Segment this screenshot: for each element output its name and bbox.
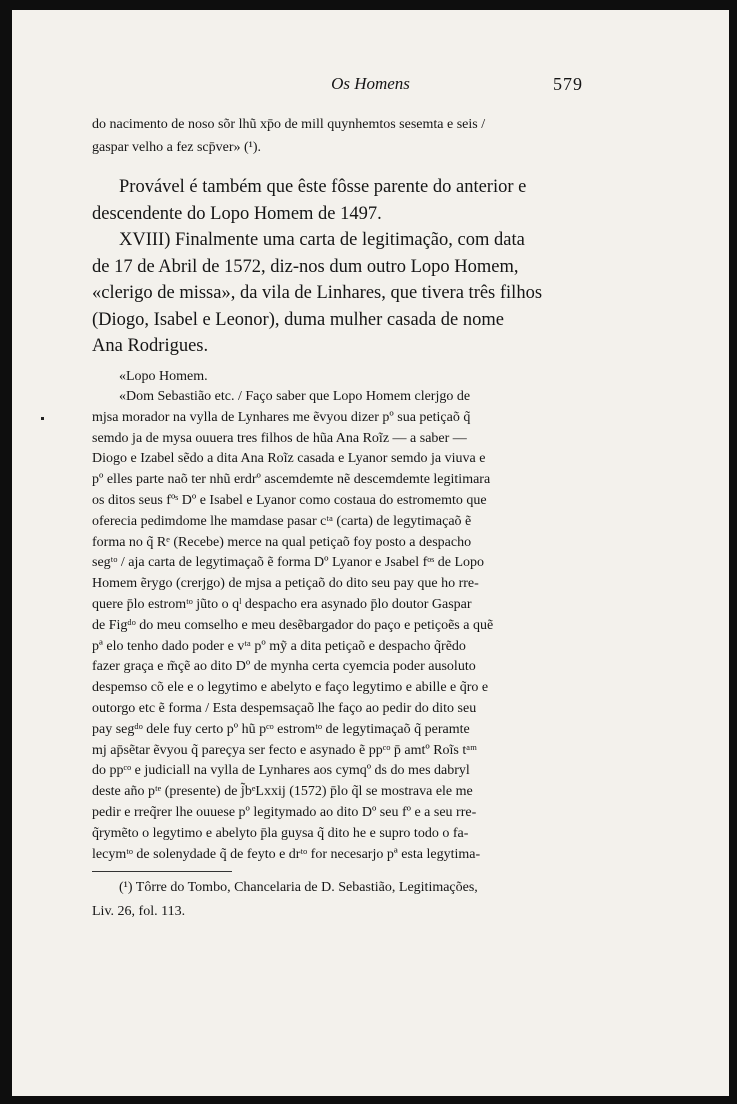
document-line: de Figᵈᵒ do meu comselho e meu desẽbargador do paço e petiçoẽs a quẽ	[92, 617, 494, 633]
document-line: «Dom Sebastião etc. / Faço saber que Lopo Homem clerjgo de	[119, 389, 471, 404]
document-text	[92, 387, 589, 865]
paragraph-line: Provável é também que êste fôsse parente do anterior e	[119, 177, 527, 197]
footnote-line: (¹) Tôrre do Tombo, Chancelaria de D. Sebastião, Legitimações,	[119, 880, 478, 895]
paragraph-line: descendente do Lopo Homem de 1497.	[92, 203, 382, 224]
document-line: pedir e rreq̃rer lhe ouuese pº legitymado ao dito Dº seu fº e a seu rre-	[92, 804, 477, 820]
page-header	[12, 74, 729, 100]
document-heading: «Lopo Homem.	[119, 369, 208, 384]
paragraph-line: «clerigo de missa», da vila de Linhares, que tivera três filhos	[92, 283, 543, 304]
margin-speck	[41, 417, 44, 420]
book-page	[12, 10, 729, 1096]
document-transcription	[92, 367, 589, 388]
document-line: mjsa morador na vylla de Lynhares me ẽvyou dizer pº sua petiçaõ q̃	[92, 409, 471, 425]
paragraph-line: XVIII) Finalmente uma carta de legitimação, com data	[119, 230, 525, 250]
document-line: do ppᶜᵒ e judiciall na vylla de Lynhares aos cymqº ds do mes dabryl	[92, 763, 470, 779]
top-quote-line: do nacimento de noso sõr lhũ xp̄o de mill quynhemtos sesemta e seis /	[92, 117, 486, 132]
document-line: mj ap̄sẽtar ẽvyou q̃ pareçya ser fecto e asynado ẽ ppᶜᵒ p̄ amtº Roĩs tᵃᵐ	[92, 742, 477, 758]
running-title: Os Homens	[331, 74, 410, 93]
footnote-line: Liv. 26, fol. 113.	[92, 904, 186, 919]
footnote	[92, 876, 589, 924]
document-line: quere p̄lo estromᵗᵒ jũto o qˡ despacho era asynado p̄lo doutor Gaspar	[92, 596, 472, 612]
document-line: Diogo e Izabel sẽdo a dita Ana Roĩz casada e Lyanor semdo ja viuva e	[92, 451, 486, 467]
document-line: forma no q̃ Rᵉ (Recebe) merce na qual petiçaõ foy posto a despacho	[92, 534, 472, 550]
top-quote	[92, 113, 589, 159]
document-line: segᵗᵒ / aja carta de legytimaçaõ ẽ forma Dº Lyanor e Jsabel fᵒˢ de Lopo	[92, 555, 485, 571]
document-line: q̃rymẽto o legytimo e abelyto p̄la guysa q̃ dito he e supro todo o fa-	[92, 825, 469, 841]
document-line: os ditos seus fºˢ Dº e Isabel e Lyanor como costaua do estromemto que	[92, 492, 487, 508]
paragraph-line: (Diogo, Isabel e Leonor), duma mulher casada de nome	[92, 309, 504, 330]
document-line: lecymᵗᵒ de solenydade q̃ de feyto e drᵗᵒ for necesarjo pª esta legytima-	[92, 846, 481, 862]
document-line: fazer graça e m̃çẽ ao dito Dº de mynha certa cyemcia poder ausoluto	[92, 659, 476, 675]
document-line: pª elo tenho dado poder e vᵗᵃ pº mỹ a dita petiçaõ e despacho q̃rẽdo	[92, 638, 466, 654]
document-line: oferecia pedimdome lhe mamdase pasar cᵗᵃ (carta) de legytimaçaõ ẽ	[92, 513, 472, 529]
document-line: semdo ja de mysa ouuera tres filhos de hũa Ana Roĩz — a saber —	[92, 430, 467, 446]
paragraph-line: de 17 de Abril de 1572, diz-nos dum outro Lopo Homem,	[92, 256, 519, 277]
top-quote-line: gaspar velho a fez scp̄ver» (¹).	[92, 140, 262, 155]
document-line: deste año pᵗᵉ (presente) de j̃bᵉLxxij (1572) p̄lo q̃l se mostrava ele me	[92, 784, 473, 800]
page-number: 579	[553, 74, 583, 94]
footnote-divider	[92, 871, 232, 872]
document-line: despemso cõ ele e o legytimo e abelyto e faço legytimo e abille e q̃ro e	[92, 680, 489, 696]
paragraph-2	[92, 227, 589, 360]
paragraph-1	[92, 174, 589, 227]
paragraph-line: Ana Rodrigues.	[92, 336, 209, 357]
document-line: outorgo etc ẽ forma / Esta despemsaçaõ lhe faço ao pedir do dito seu	[92, 700, 477, 716]
document-line: Homem ẽrygo (crerjgo) de mjsa a petiçaõ do dito seu pay que ho rre-	[92, 576, 479, 592]
document-line: pay segᵈᵒ dele fuy certo pº hũ pᶜᵒ estromᵗᵒ de legytimaçaõ q̃ peramte	[92, 721, 470, 737]
document-line: pº elles parte naõ ter nhũ erdrº ascemdemte nẽ descemdemte legitimara	[92, 472, 491, 488]
